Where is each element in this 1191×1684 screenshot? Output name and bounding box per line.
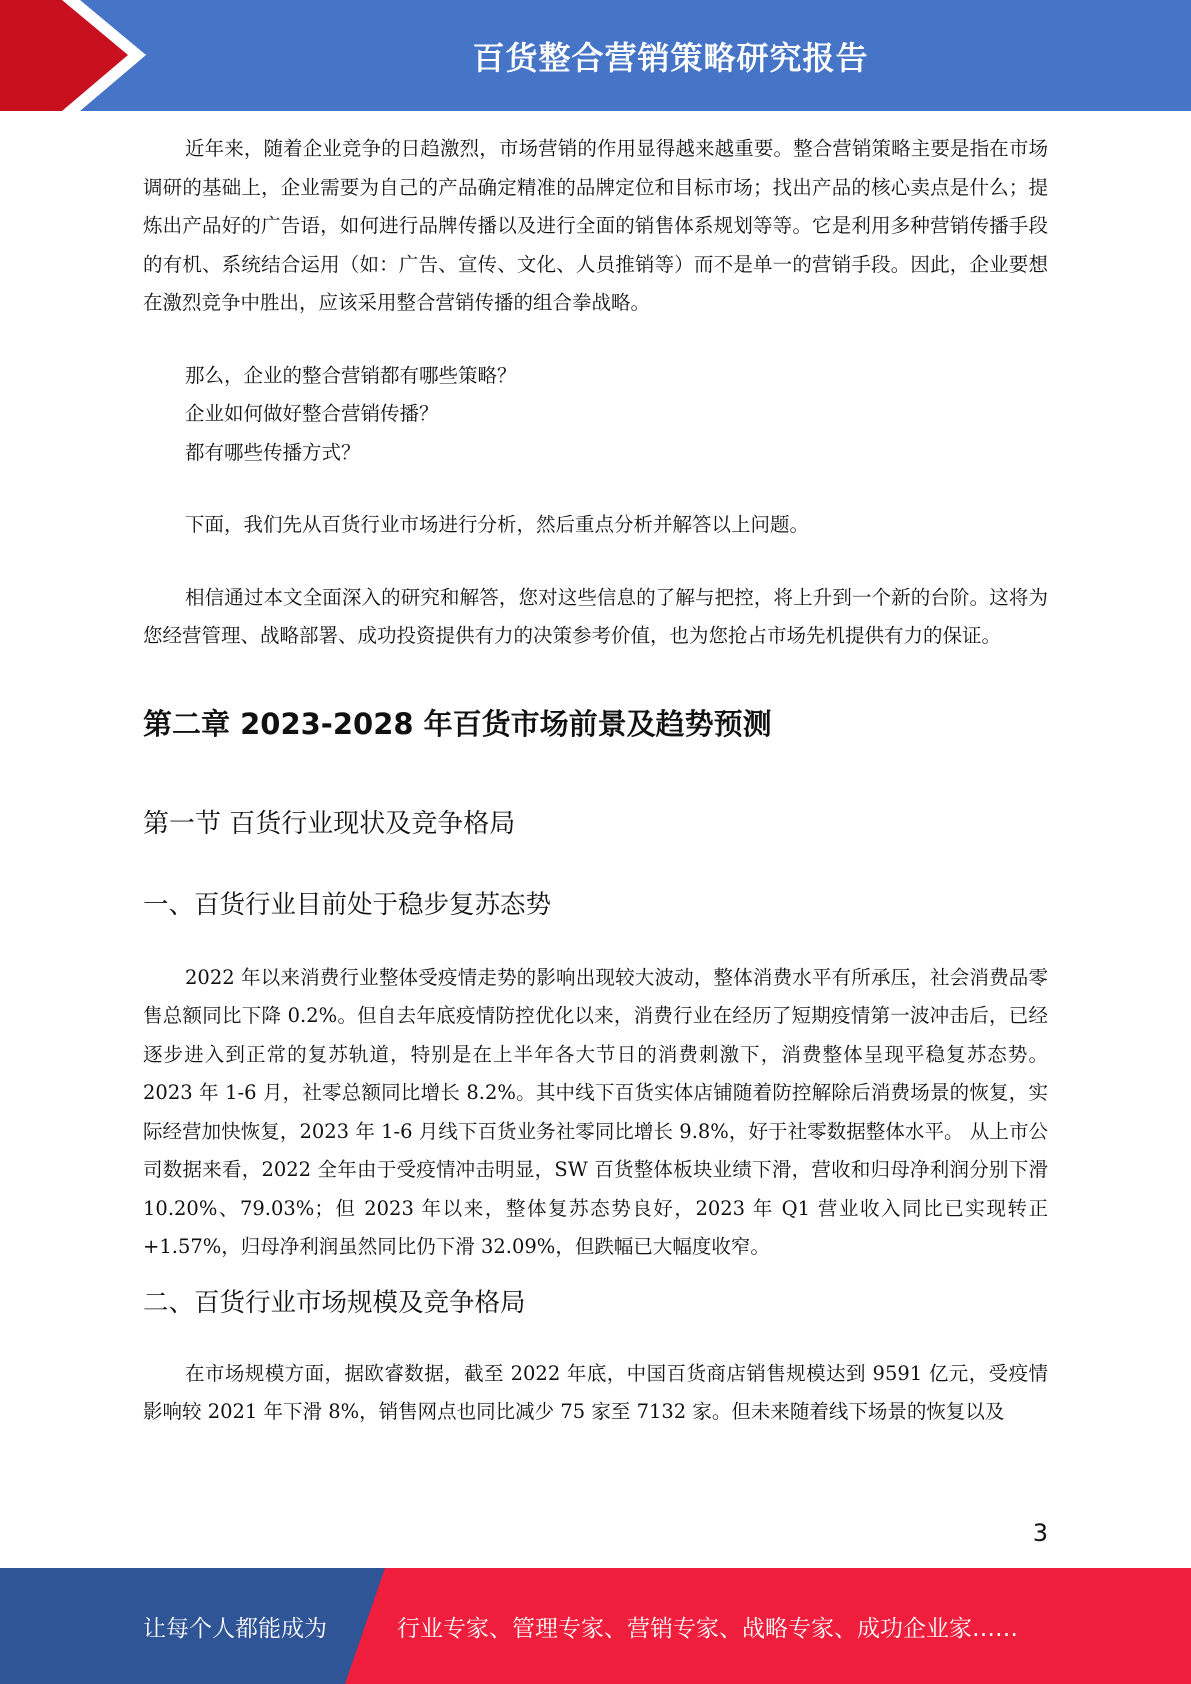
subsection-heading-2: 二、百货行业市场规模及竞争格局 [143, 1287, 526, 1318]
subsection-heading-1: 一、百货行业目前处于稳步复苏态势 [143, 889, 552, 920]
intro-paragraph-3: 相信通过本文全面深入的研究和解答，您对这些信息的了解与把控，将上升到一个新的台阶。这将为您经营管理、战略部署、成功投资提供有力的决策参考价值，也为您抢占市场先机提供有力的保证。 [143, 585, 1048, 647]
section-heading: 第一节 百货行业现状及竞争格局 [143, 808, 516, 839]
page-footer [0, 1568, 1191, 1684]
question-item: 那么，企业的整合营销都有哪些策略？ [185, 363, 517, 387]
page-number: 3 [1032, 1519, 1048, 1547]
question-list [143, 357, 1048, 473]
chapter-heading: 第二章 2023-2028 年百货市场前景及趋势预测 [143, 706, 772, 741]
intro-paragraph-2: 下面，我们先从百货行业市场进行分析，然后重点分析并解答以上问题。 [185, 513, 810, 536]
page-content [143, 130, 1048, 1432]
header-arrow-graphic [0, 0, 160, 111]
footer-slogan-right: 行业专家、管理专家、营销专家、战略专家、成功企业家…… [397, 1615, 1018, 1642]
question-item: 企业如何做好整合营销传播？ [185, 402, 439, 425]
question-item: 都有哪些传播方式？ [185, 440, 361, 464]
document-title: 百货整合营销策略研究报告 [472, 38, 869, 77]
subsection-2-paragraph: 在市场规模方面，据欧睿数据，截至 2022 年底，中国百货商店销售规模达到 9591 亿元，受疫情影响较 2021 年下滑 8%，销售网点也同比减少 75 家至 7132 家。但未来随着线下场景的恢复以及 [143, 1361, 1048, 1423]
subsection-1-paragraph: 2022 年以来消费行业整体受疫情走势的影响出现较大波动，整体消费水平有所承压，社会消费品零售总额同比下降 0.2%。但自去年底疫情防控优化以来，消费行业在经历了短期疫情第一波冲击后，已经逐步进入到正常的复苏轨道，特别是在上半年各大节日的消费刺激下，消费整体呈现平稳复苏态势。2023 年 1-6 月，社零总额同比增长 8.2%。其中线下百货实体店铺随着防控解除后消费场景的恢复，实际经营加快恢复，2023 年 1-6 月线下百货业务社零同比增长 9.8%，好于社零数据整体水平。 从上市公司数据来看，2022 全年由于受疫情冲击明显，SW 百货整体板块业绩下滑，营收和归母净利润分别下滑 10.20%、79.03%；但 2023 年以来，整体复苏态势良好，2023 年 Q1 营业收入同比已实现转正+1.57%，归母净利润虽然同比仍下滑 32.09%，但跌幅已大幅度收窄。 [143, 965, 1048, 1258]
footer-slogan-left: 让每个人都能成为 [143, 1615, 327, 1642]
intro-paragraph-1: 近年来，随着企业竞争的日趋激烈，市场营销的作用显得越来越重要。整合营销策略主要是指在市场调研的基础上，企业需要为自己的产品确定精准的品牌定位和目标市场；找出产品的核心卖点是什么；提炼出产品好的广告语，如何进行品牌传播以及进行全面的销售体系规划等等。它是利用多种营销传播手段的有机、系统结合运用（如：广告、宣传、文化、人员推销等）而不是单一的营销手段。因此，企业要想在激烈竞争中胜出，应该采用整合营销传播的组合拳战略。 [143, 137, 1048, 314]
page-header [0, 0, 1191, 111]
